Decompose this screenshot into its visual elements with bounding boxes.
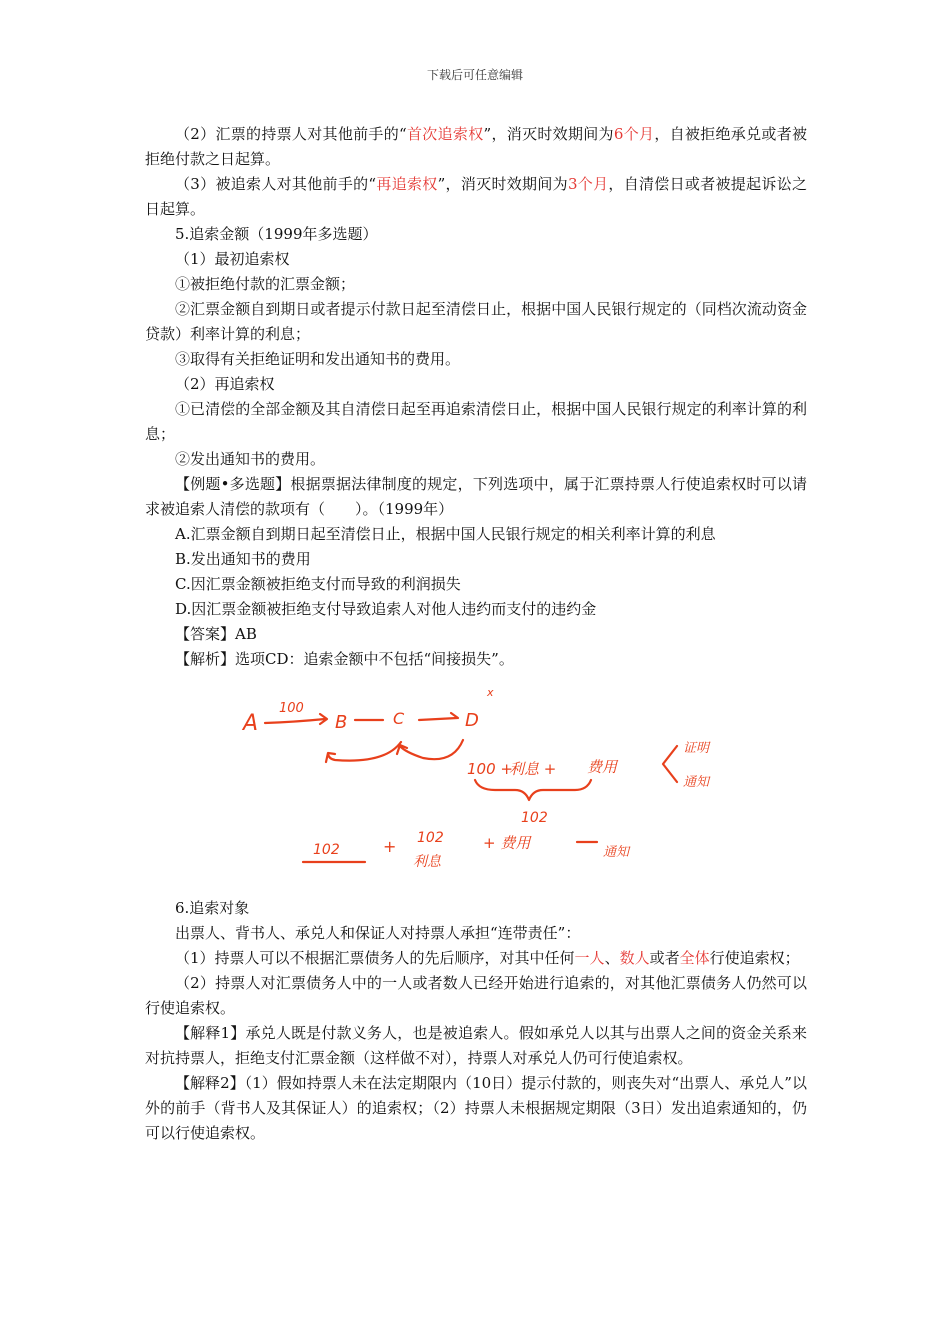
sketch-label-100-plus: 100 + [467, 760, 513, 778]
option-a [145, 522, 807, 547]
text-run: （3）被追索人对其他前手的“ [175, 175, 377, 193]
item-1-1 [145, 272, 807, 297]
text-run: （1）最初追索权 [175, 250, 290, 268]
sketch-label-fees: 费用 [587, 758, 618, 776]
text-run: 【解析】选项CD：追索金额中不包括“间接损失”。 [175, 650, 514, 668]
para-3 [145, 172, 807, 222]
page-header: 下载后可任意编辑 [426, 68, 523, 82]
option-d [145, 597, 807, 622]
item-1-2 [145, 297, 807, 347]
highlight-text: 6个月 [613, 125, 655, 143]
highlight-text: 首次追索权 [406, 125, 484, 143]
option-b [145, 547, 807, 572]
branch-bracket [663, 746, 677, 782]
text-run: B.发出通知书的费用 [175, 550, 311, 568]
sketch-label-102-left: 102 [313, 842, 340, 858]
arrow-c-d [419, 713, 458, 720]
sketch-label-c: C [393, 709, 405, 728]
sketch-label-interest: 利息 [413, 854, 441, 870]
rule-1 [145, 946, 807, 971]
text-run: 出票人、背书人、承兑人和保证人对持票人承担“连带责任”： [175, 924, 581, 942]
sketch-label-b: B [335, 712, 348, 733]
handwritten-sketch [225, 682, 745, 892]
highlight-text: 数人 [619, 949, 650, 967]
text-run: （1）持票人可以不根据汇票债务人的先后顺序，对其中任何 [175, 949, 575, 967]
arrow-d-back-c [397, 740, 463, 759]
sketch-label-notice: 通知 [683, 775, 710, 790]
text-run: ①已清偿的全部金额及其自清偿日起至再追索清偿日止，根据中国人民银行规定的利率计算的利息； [145, 400, 807, 443]
text-run: 【解释2】（1）假如持票人未在法定期限内（10日）提示付款的，则丧失对“出票人、承兑人”以外的前手（背书人及其保证人）的追索权；（2）持票人未根据规定期限（3日）发出追索通知的，仍可以行使追索权。 [145, 1074, 807, 1142]
text-run: （2）持票人对汇票债务人中的一人或者数人已经开始进行追索的，对其他汇票债务人仍然可以行使追索权。 [145, 974, 807, 1017]
analysis [145, 647, 807, 672]
text-run: 行使追索权； [709, 949, 800, 967]
sketch-label-d: D [465, 710, 479, 731]
text-run: ②汇票金额自到期日或者提示付款日起至清偿日止，根据中国人民银行规定的（同档次流动资金贷款）利率计算的利息； [145, 300, 807, 343]
text-run: （2）再追索权 [175, 375, 275, 393]
item-2-2 [145, 447, 807, 472]
text-run: 或者 [649, 949, 680, 967]
text-run: ③取得有关拒绝证明和发出通知书的费用。 [175, 350, 461, 368]
sketch-label-interest-plus: 利息 + [509, 760, 557, 778]
sketch-label-notice-2: 通知 [603, 845, 630, 860]
explain-1 [145, 1021, 807, 1071]
sketch-label-x: x [487, 686, 494, 699]
text-run: 【答案】AB [175, 625, 257, 643]
text-run: 【例题•多选题】根据票据法律制度的规定，下列选项中，属于汇票持票人行使追索权时可以请求被追索人清偿的款项有（ ）。（1999年） [145, 475, 807, 518]
item-2-1 [145, 397, 807, 447]
answer [145, 622, 807, 647]
heading-5 [145, 222, 807, 247]
sketch-label-100: 100 [279, 701, 304, 716]
text-run: ①被拒绝付款的汇票金额； [175, 275, 356, 293]
sketch-label-102-mid: 102 [417, 830, 444, 846]
explain-2 [145, 1071, 807, 1146]
text-run: ②发出通知书的费用。 [175, 450, 326, 468]
rule-2 [145, 971, 807, 1021]
text-run: ，自被拒绝承兑或者被拒绝付款之日起算。 [145, 125, 807, 168]
sub-2 [145, 372, 807, 397]
sketch-label-proof: 证明 [683, 741, 710, 756]
document-body [145, 122, 807, 1146]
highlight-text: 一人 [574, 949, 605, 967]
sketch-label-plus-fees: + 费用 [483, 834, 531, 852]
sketch-label-102-brace: 102 [521, 810, 548, 826]
brace-sum [475, 780, 591, 800]
text-run: 、 [604, 949, 620, 967]
arrow-c-back-b [326, 742, 401, 762]
text-run: ，自清偿日或者被提起诉讼之日起算。 [145, 175, 807, 218]
text-run: ”，消灭时效期间为 [483, 125, 614, 143]
text-run: 5.追索金额（1999年多选题） [175, 225, 378, 243]
sketch-label-plus: + [383, 837, 397, 856]
heading-6 [145, 896, 807, 921]
highlight-text: 3个月 [567, 175, 609, 193]
sub-1 [145, 247, 807, 272]
highlight-text: 全体 [679, 949, 710, 967]
text-run: C.因汇票金额被拒绝支付而导致的利润损失 [175, 575, 461, 593]
joint-liability [145, 921, 807, 946]
sketch-label-a: A [243, 711, 259, 736]
text-run: ”，消灭时效期间为 [437, 175, 568, 193]
text-run: 【解释1】承兑人既是付款义务人，也是被追索人。假如承兑人以其与出票人之间的资金关系来对抗持票人，拒绝支付汇票金额（这样做不对），持票人对承兑人仍可行使追索权。 [145, 1024, 807, 1067]
text-run: D.因汇票金额被拒绝支付导致追索人对他人违约而支付的违约金 [175, 600, 597, 618]
para-2 [145, 122, 807, 172]
text-run: 6.追索对象 [175, 899, 250, 917]
item-1-3 [145, 347, 807, 372]
option-c [145, 572, 807, 597]
text-run: （2）汇票的持票人对其他前手的“ [175, 125, 407, 143]
section-recourse-targets [145, 896, 807, 1146]
highlight-text: 再追索权 [376, 175, 438, 193]
text-run: A.汇票金额自到期日起至清偿日止，根据中国人民银行规定的相关利率计算的利息 [175, 525, 716, 543]
example-question [145, 472, 807, 522]
section-recourse-amount [145, 122, 807, 672]
